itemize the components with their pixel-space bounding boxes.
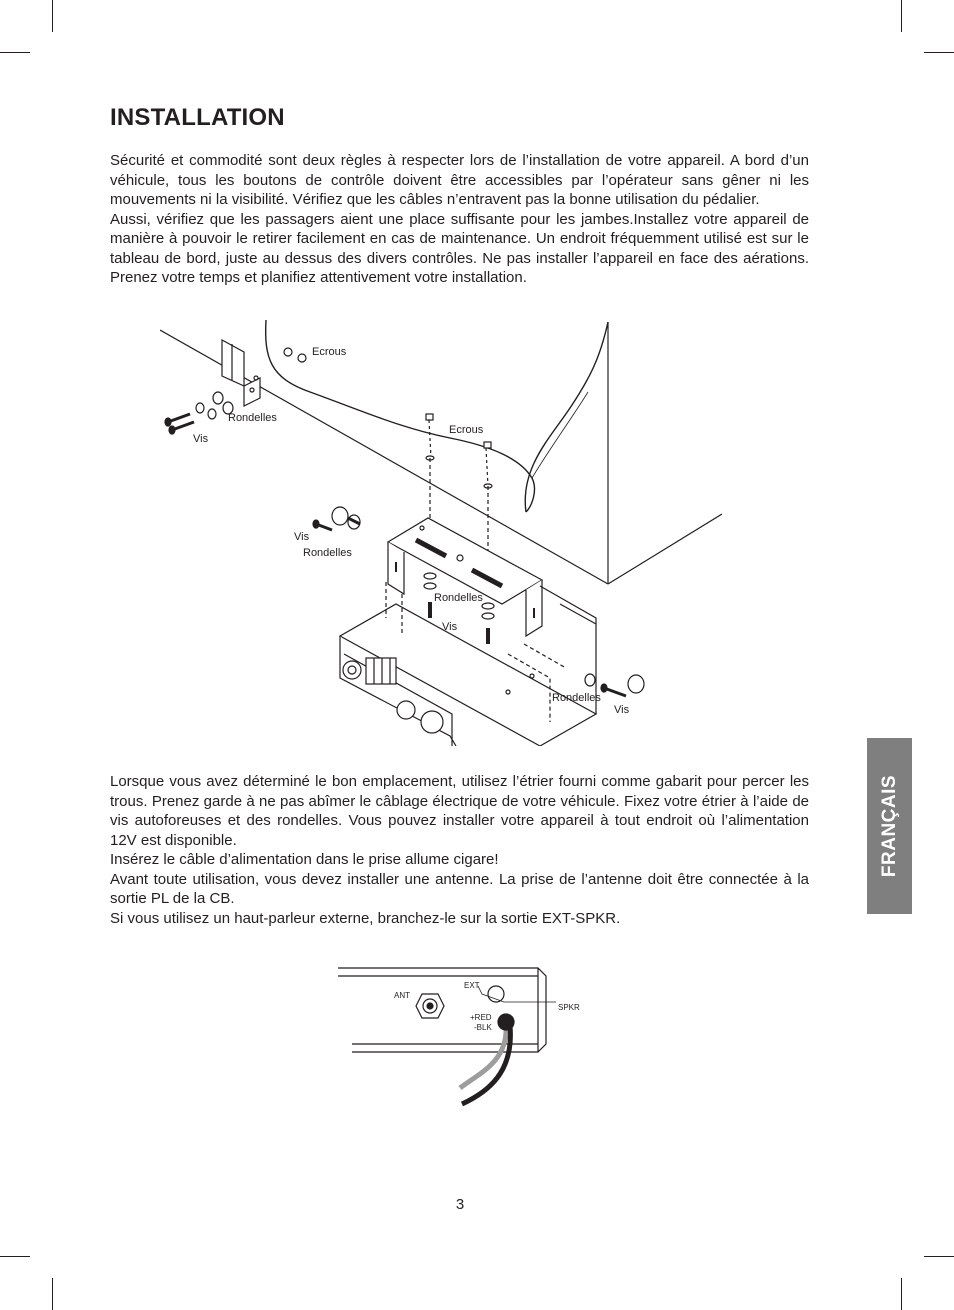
label-rondelles: Rondelles bbox=[228, 412, 277, 424]
label-ant: ANT bbox=[394, 991, 410, 1000]
label-rondelles: Rondelles bbox=[434, 592, 483, 604]
body-paragraph-4: Si vous utilisez un haut-parleur externe, branchez-le sur la sortie EXT-SPKR. bbox=[110, 909, 621, 927]
label-spkr: SPKR bbox=[558, 1003, 580, 1012]
body-paragraph-1: Lorsque vous avez déterminé le bon emplacement, utilisez l’étrier fourni comme gabarit pour percer les trous. Prenez garde à ne pas abîmer le câblage électrique de votre véhicule. Fixez votre étrier à l’aide de vis autoforeuses et des rondelles. Vous pouvez installer votre appareil à tout endroit où l’alimentation 12V est disponible. bbox=[110, 773, 809, 849]
intro-paragraph-2: Aussi, vérifiez que les passagers aient une place suffisante pour les jambes.Installez votre appareil de manière à pouvoir le retirer facilement en cas de maintenance. Un endroit fréquemment utilisé est sur le tableau de bord, juste au dessus des divers contrôles. Ne pas installer l’appareil en face des aérations. Prenez votre temps et planifiez attentivement votre installation. bbox=[110, 210, 809, 286]
page-number: 3 bbox=[455, 1196, 465, 1213]
crop-mark bbox=[901, 1278, 902, 1310]
crop-mark bbox=[901, 0, 902, 32]
crop-mark bbox=[52, 1278, 53, 1310]
intro-paragraph-1: Sécurité et commodité sont deux règles à respecter lors de l’installation de votre appareil. A bord d’un véhicule, tous les boutons de contrôle doivent être accessibles par l’opérateur sans gêner ni les mouvements ni la visibilité. Vérifiez que les câbles n’entravent pas la bonne utilisation du pédalier. bbox=[110, 152, 809, 208]
page-title: INSTALLATION bbox=[110, 104, 285, 131]
crop-mark bbox=[924, 1256, 954, 1257]
body-paragraph-2: Insérez le câble d’alimentation dans le prise allume cigare! bbox=[110, 851, 499, 868]
label-ecrous: Ecrous bbox=[449, 424, 484, 436]
label-red: +RED bbox=[470, 1013, 492, 1022]
label-vis: Vis bbox=[294, 531, 310, 543]
label-ext: EXT bbox=[464, 981, 480, 990]
body-paragraph-3: Avant toute utilisation, vous devez installer une antenne. La prise de l’antenne doit être connectée à la sortie PL de la CB. bbox=[110, 870, 809, 907]
crop-mark bbox=[0, 1256, 30, 1257]
label-vis: Vis bbox=[442, 621, 458, 633]
label-rondelles: Rondelles bbox=[303, 547, 352, 559]
label-blk: -BLK bbox=[474, 1023, 492, 1032]
language-tab bbox=[867, 738, 912, 914]
label-rondelles: Rondelles bbox=[552, 692, 601, 704]
language-tab-label: FRANÇAIS bbox=[878, 774, 900, 878]
mounting-diagram bbox=[160, 318, 722, 746]
crop-mark bbox=[924, 52, 954, 53]
intro-text bbox=[110, 151, 809, 288]
crop-mark bbox=[0, 52, 30, 53]
crop-mark bbox=[52, 0, 53, 32]
label-vis: Vis bbox=[614, 704, 630, 716]
label-vis: Vis bbox=[193, 433, 209, 445]
rear-panel-diagram bbox=[338, 962, 588, 1112]
body-text bbox=[110, 772, 809, 928]
label-ecrous: Ecrous bbox=[312, 346, 347, 358]
